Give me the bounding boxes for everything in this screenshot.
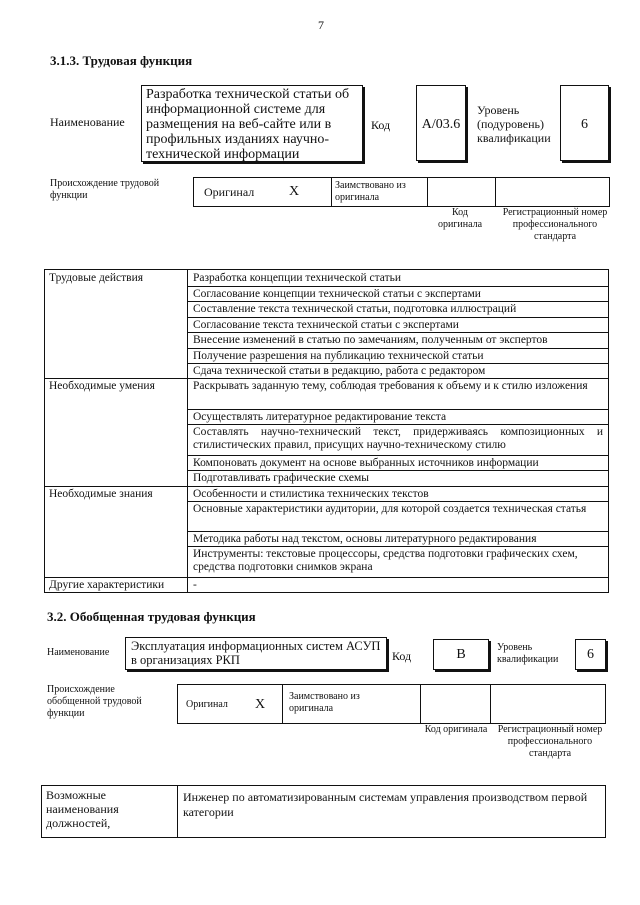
action-item: Согласование концепции технической статьи с экспертами xyxy=(193,288,481,300)
name-value-2: Эксплуатация информационных систем АСУП в организациях РКП xyxy=(131,639,381,667)
section-heading-3-1-3: 3.1.3. Трудовая функция xyxy=(50,53,193,68)
name-value-box xyxy=(141,85,363,162)
action-item: Составление текста технической статьи, подготовка иллюстраций xyxy=(193,303,517,315)
action-item: Сдача технической статьи в редакцию, работа с редактором xyxy=(193,365,486,377)
skill-item: Составлять научно-технический текст, придерживаясь композиционных и стилистических правил, присущих научно-техническому стилю xyxy=(193,426,603,451)
borrowed-label-2: Заимствовано из оригинала xyxy=(289,691,360,714)
code-value-box xyxy=(416,85,466,161)
name-label: Наименование xyxy=(50,115,125,129)
borrowed-label: Заимствовано из оригинала xyxy=(335,180,406,203)
origin-table-2 xyxy=(177,684,606,724)
name-value-box-2 xyxy=(125,637,387,670)
level-value: 6 xyxy=(581,117,588,132)
action-item: Согласование текста технической статьи с экспертами xyxy=(193,319,459,331)
original-mark-2: X xyxy=(255,697,266,712)
original-label: Оригинал xyxy=(204,185,255,199)
knowledge-item: Основные характеристики аудитории, для которой создается техническая статья xyxy=(193,503,587,515)
origin-table xyxy=(193,177,610,207)
code-original-label-2: Код оригинала xyxy=(424,724,488,735)
skill-item: Осуществлять литературное редактирование текста xyxy=(193,411,447,423)
name-value: Разработка технической статьи об информационной системе для размещения на веб-сайте или в профильных изданиях научно-технической информации xyxy=(146,87,350,162)
original-mark: X xyxy=(289,184,300,199)
actions-label: Трудовые действия xyxy=(49,272,144,284)
knowledge-item: Особенности и стилистика технических текстов xyxy=(193,488,429,500)
skill-item: Раскрывать заданную тему, соблюдая требования к объему и к стилю изложения xyxy=(193,380,588,392)
code-original-label: Код оригинала xyxy=(437,207,483,230)
reg-number-label: Регистрационный номер профессионального стандарта xyxy=(502,207,608,242)
knowledge-label: Необходимые знания xyxy=(49,488,153,500)
positions-value: Инженер по автоматизированным системам управления производством первой категории xyxy=(183,790,588,819)
skills-label: Необходимые умения xyxy=(49,380,155,392)
level-label-2: Уровень квалификации xyxy=(497,642,559,665)
action-item: Разработка концепции технической статьи xyxy=(193,272,402,284)
knowledge-item: Методика работы над текстом, основы литературного редактирования xyxy=(193,533,537,545)
name-label-2: Наименование xyxy=(47,647,110,658)
level-value-box-2 xyxy=(575,639,606,670)
code-value: A/03.6 xyxy=(421,117,461,132)
level-value-2: 6 xyxy=(587,647,594,662)
labor-function-table xyxy=(44,269,609,593)
level-value-box xyxy=(560,85,609,161)
level-label: Уровень (подуровень) квалификации xyxy=(477,103,551,145)
code-value-box-2 xyxy=(433,639,489,670)
page-number: 7 xyxy=(318,18,324,32)
action-item: Внесение изменений в статью по замечаниям, полученным от экспертов xyxy=(193,334,548,346)
code-value-2: B xyxy=(456,647,466,662)
positions-label: Возможные наименования должностей, xyxy=(46,788,119,830)
reg-number-label-2: Регистрационный номер профессионального стандарта xyxy=(497,724,603,759)
knowledge-item: Инструменты: текстовые процессоры, средства подготовки графических схем, средства подготовки снимков экрана xyxy=(193,548,578,573)
code-label-2: Код xyxy=(392,649,412,663)
other-value: - xyxy=(193,579,197,591)
origin-label: Происхождение трудовой функции xyxy=(50,178,160,201)
origin-label-2: Происхождение обобщенной трудовой функции xyxy=(47,684,142,719)
original-label-2: Оригинал xyxy=(186,699,228,710)
skill-item: Компоновать документ на основе выбранных источников информации xyxy=(193,457,539,469)
action-item: Получение разрешения на публикацию технической статьи xyxy=(193,350,484,362)
code-label: Код xyxy=(371,118,391,132)
section-heading-3-2: 3.2. Обобщенная трудовая функция xyxy=(47,609,256,624)
other-label: Другие характеристики xyxy=(49,579,165,591)
positions-table xyxy=(41,785,606,838)
skill-item: Подготавливать графические схемы xyxy=(193,472,369,484)
